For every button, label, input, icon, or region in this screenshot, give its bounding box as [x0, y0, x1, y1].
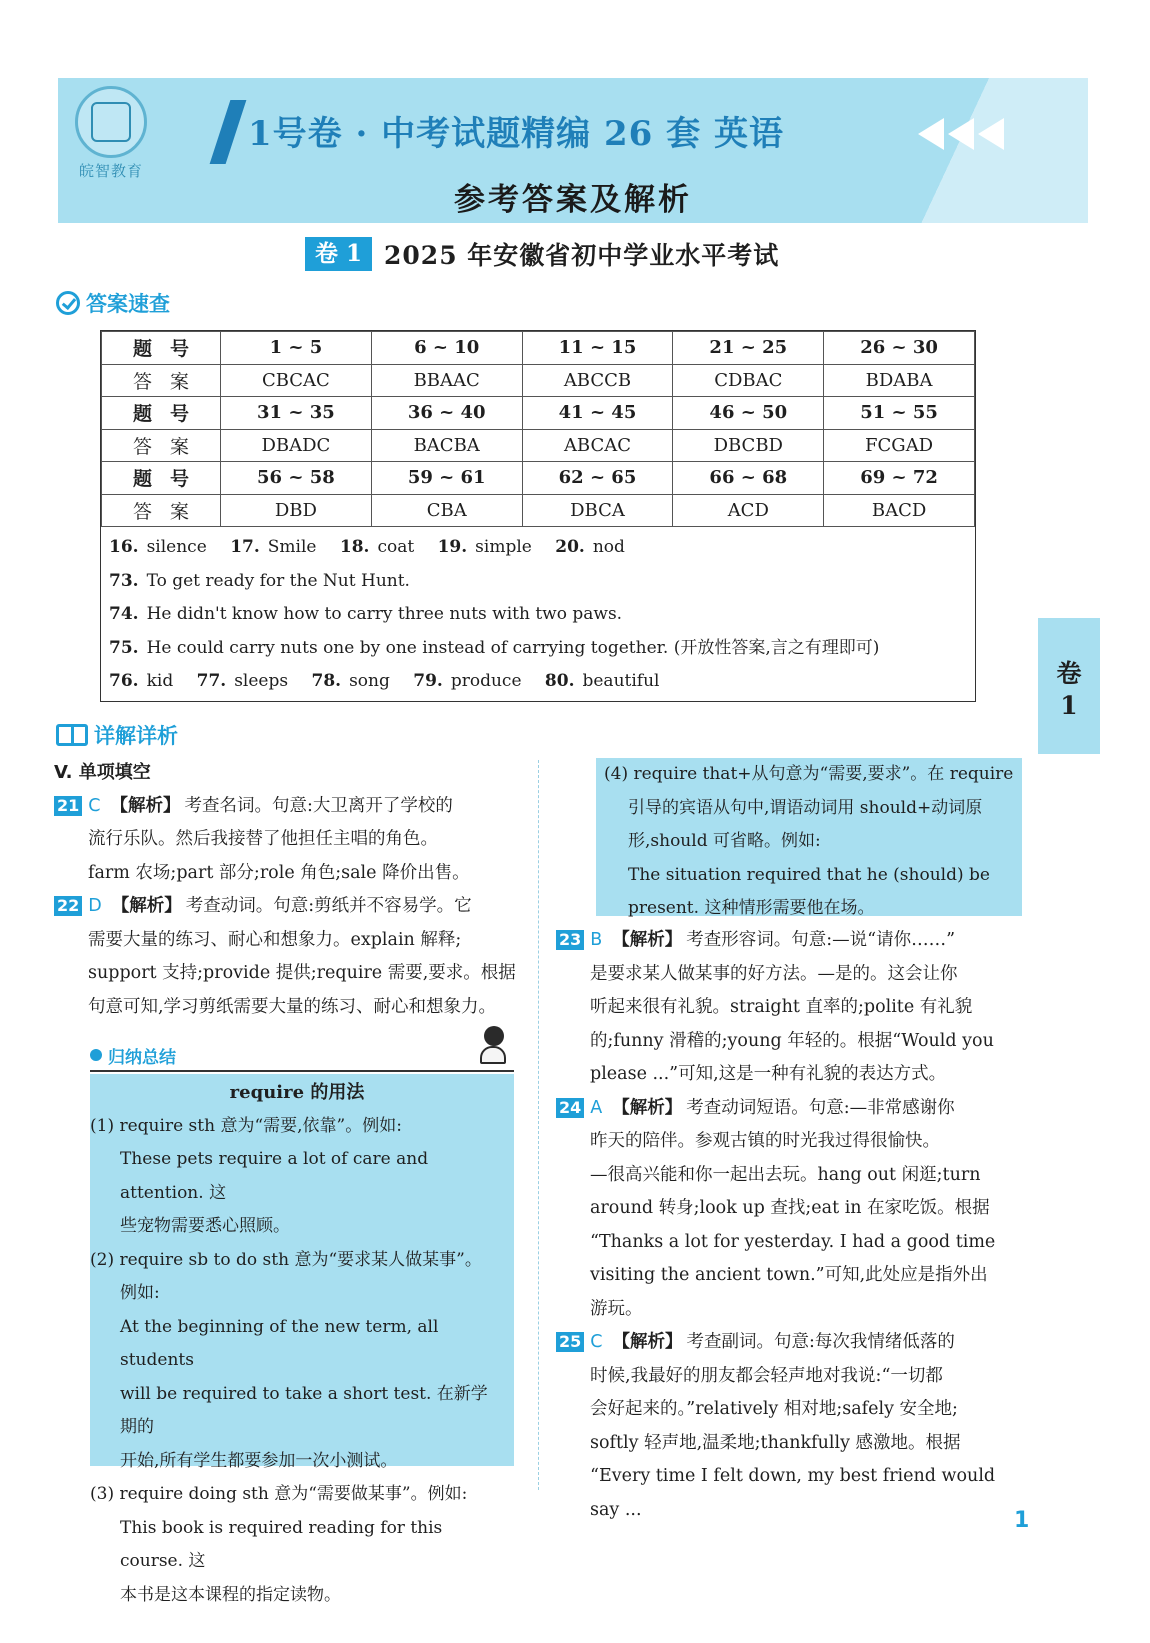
- analysis-text: 句意可知,学习剪纸需要大量的练习、耐心和想象力。: [88, 996, 497, 1017]
- summary-continued-box: [596, 758, 1022, 916]
- row-label: 题号: [102, 332, 221, 365]
- analysis-text: “Every time I felt down, my best friend would say ...: [590, 1466, 996, 1520]
- tip-icon: [90, 1049, 102, 1061]
- row-label: 答案: [102, 364, 221, 397]
- answer-cell: FCGAD: [824, 429, 975, 462]
- analysis-text: 时候,我最好的朋友都会轻声地对我说:“一切都: [590, 1365, 943, 1386]
- analysis-tag: 【解析】: [110, 795, 181, 816]
- answer-word: coat: [377, 537, 415, 557]
- question-range: 62 ~ 65: [522, 462, 673, 495]
- answer-word: beautiful: [582, 671, 660, 691]
- analysis-text: around 转身;look up 查找;eat in 在家吃饭。根据: [590, 1198, 990, 1218]
- analysis-text: support 支持;provide 提供;require 需要,要求。根据: [88, 963, 516, 983]
- answer-sentence: He could carry nuts one by one instead of carrying together. (开放性答案,言之有理即可): [146, 637, 880, 658]
- answer-word: song: [349, 671, 390, 691]
- answer-word: simple: [475, 537, 532, 557]
- side-tab-line1: 卷: [1056, 659, 1082, 688]
- check-circle-icon: [56, 291, 80, 315]
- analysis-text: 考查形容词。句意:—说“请你……”: [686, 930, 956, 950]
- open-book-icon: [56, 724, 88, 746]
- list-item: [109, 565, 967, 599]
- question-range: 59 ~ 61: [371, 462, 522, 495]
- analysis-text: 流行乐队。然后我接替了他担任主唱的角色。: [88, 829, 438, 849]
- question-range: 41 ~ 45: [522, 397, 673, 430]
- question-range: 56 ~ 58: [221, 462, 372, 495]
- question-range: 36 ~ 40: [371, 397, 522, 430]
- question-22-analysis: [54, 890, 524, 1024]
- answer-word: kid: [146, 671, 174, 691]
- question-answer: C: [590, 1332, 603, 1352]
- analysis-tag: 【解析】: [612, 1097, 683, 1118]
- row-label: 答案: [102, 494, 221, 527]
- section-detail-label: 详解详析: [94, 724, 178, 748]
- teacher-icon: [480, 1026, 508, 1066]
- question-23-analysis: [556, 924, 1026, 1092]
- answer-cell: BDABA: [824, 364, 975, 397]
- item-number: 76.: [109, 671, 139, 691]
- column-divider: [538, 760, 539, 1490]
- fill-in-answers: [101, 527, 975, 699]
- question-range: 31 ~ 35: [221, 397, 372, 430]
- table-row: [102, 332, 975, 365]
- logo-seal-icon: [75, 86, 147, 158]
- analysis-text: 考查名词。句意:大卫离开了学校的: [184, 795, 453, 816]
- analysis-text: 考查动词短语。句意:—非常感谢你: [686, 1097, 955, 1118]
- summary-box: [90, 1074, 514, 1605]
- usage-example: will be required to take a short test. 在新学期的: [120, 1383, 488, 1437]
- answer-sentence: To get ready for the Nut Hunt.: [146, 570, 410, 591]
- row-label: 题号: [102, 462, 221, 495]
- volume-side-tab: [1038, 618, 1100, 754]
- summary-heading-label: 归纳总结: [108, 1047, 176, 1068]
- question-answer: A: [590, 1097, 603, 1118]
- analysis-text: 考查副词。句意:每次我情绪低落的: [686, 1332, 955, 1352]
- question-24-analysis: [556, 1092, 1026, 1327]
- answer-word: Smile: [267, 537, 317, 557]
- answer-grid: [101, 331, 975, 527]
- exam-badge: 卷 1: [305, 237, 372, 271]
- title-slash-decoration: [210, 100, 247, 164]
- usage-example: The situation required that he (should) be: [628, 864, 990, 885]
- usage-item: 引导的宾语从句中,谓语动词用 should+动词原: [628, 797, 983, 818]
- analysis-tag: 【解析】: [111, 896, 182, 916]
- item-number: 17.: [230, 537, 260, 557]
- analysis-text: 需要大量的练习、耐心和想象力。explain 解释;: [88, 929, 462, 950]
- question-range: 1 ~ 5: [221, 332, 372, 365]
- publisher-logo: [70, 86, 152, 182]
- section-quick-answer-label: 答案速查: [86, 292, 170, 316]
- usage-example: present. 这种情形需要他在场。: [628, 898, 875, 918]
- summary-heading: [90, 1040, 514, 1072]
- answer-cell: DBCA: [522, 494, 673, 527]
- analysis-text: 昨天的陪伴。参观古镇的时光我过得很愉快。: [590, 1131, 940, 1151]
- question-number: 23: [556, 930, 584, 950]
- analysis-text: visiting the ancient town.”可知,此处应是指外出: [590, 1265, 988, 1285]
- question-number: 25: [556, 1332, 584, 1352]
- question-answer: D: [88, 896, 102, 916]
- table-row: [102, 494, 975, 527]
- analysis-text: 听起来很有礼貌。straight 直率的;polite 有礼貌: [590, 997, 973, 1017]
- question-number: 24: [556, 1098, 584, 1118]
- header-banner: [58, 78, 1088, 223]
- question-answer: B: [590, 930, 603, 950]
- answer-sentence: He didn't know how to carry three nuts with two paws.: [146, 604, 623, 624]
- answer-cell: ABCCB: [522, 364, 673, 397]
- book-subtitle: 参考答案及解析: [454, 182, 692, 218]
- list-item: [109, 598, 967, 632]
- list-item: [109, 531, 967, 565]
- usage-example: At the beginning of the new term, all students: [120, 1316, 439, 1370]
- answer-cell: BACD: [824, 494, 975, 527]
- item-number: 80.: [544, 671, 575, 691]
- analysis-text: farm 农场;part 部分;role 角色;sale 降价出售。: [88, 862, 470, 883]
- question-range: 66 ~ 68: [673, 462, 824, 495]
- question-range: 69 ~ 72: [824, 462, 975, 495]
- item-number: 77.: [196, 671, 227, 691]
- analysis-text: softly 轻声地,温柔地;thankfully 感激地。根据: [590, 1432, 961, 1453]
- question-range: 46 ~ 50: [673, 397, 824, 430]
- answer-cell: ABCAC: [522, 429, 673, 462]
- analysis-text: 游玩。: [590, 1298, 643, 1319]
- usage-example: 本书是这本课程的指定读物。: [120, 1584, 341, 1605]
- usage-example: These pets require a lot of care and attention. 这: [120, 1149, 429, 1203]
- section-title: V. 单项填空: [54, 762, 151, 783]
- side-tab-line2: 1: [1060, 691, 1078, 720]
- analysis-tag: 【解析】: [612, 930, 683, 950]
- section-detail-heading: [56, 720, 178, 750]
- table-row: [102, 397, 975, 430]
- question-21-analysis: [54, 790, 524, 891]
- row-label: 题号: [102, 397, 221, 430]
- arrows-decoration-icon: [918, 118, 1004, 150]
- logo-text: 皖智教育: [78, 162, 143, 180]
- item-number: 19.: [437, 537, 468, 557]
- question-range: 26 ~ 30: [824, 332, 975, 365]
- usage-item: 例如:: [120, 1283, 160, 1303]
- analysis-text: 考查动词。句意:剪纸并不容易学。它: [185, 896, 472, 916]
- answer-cell: CBCAC: [221, 364, 372, 397]
- table-row: [102, 429, 975, 462]
- table-row: [102, 462, 975, 495]
- item-number: 20.: [555, 537, 585, 557]
- question-answer: C: [88, 795, 101, 816]
- answer-table: [100, 330, 976, 702]
- summary-title: require 的用法: [229, 1082, 365, 1103]
- usage-example: This book is required reading for this course. 这: [120, 1517, 443, 1571]
- usage-example: 些宠物需要悉心照顾。: [120, 1216, 290, 1236]
- question-range: 21 ~ 25: [673, 332, 824, 365]
- page-number: 1: [1014, 1508, 1030, 1533]
- answer-cell: BACBA: [371, 429, 522, 462]
- exam-title-row: [305, 236, 779, 272]
- answer-word: nod: [592, 537, 625, 557]
- answer-cell: CDBAC: [673, 364, 824, 397]
- book-title: 1号卷 · 中考试题精编 26 套 英语: [248, 114, 784, 154]
- usage-item: (4) require that+从句意为“需要,要求”。在 require: [604, 764, 1014, 784]
- answer-cell: BBAAC: [371, 364, 522, 397]
- item-number: 79.: [413, 671, 443, 691]
- answer-cell: ACD: [673, 494, 824, 527]
- usage-example: 开始,所有学生都要参加一次小测试。: [120, 1450, 398, 1471]
- analysis-text: 的;funny 滑稽的;young 年轻的。根据“Would you: [590, 1030, 994, 1051]
- question-number: 22: [54, 896, 82, 916]
- table-row: [102, 364, 975, 397]
- item-number: 73.: [109, 570, 139, 591]
- right-column: [556, 924, 1026, 1527]
- answer-cell: DBADC: [221, 429, 372, 462]
- item-number: 78.: [311, 671, 342, 691]
- usage-item: (1) require sth 意为“需要,依靠”。例如:: [90, 1115, 402, 1136]
- analysis-text: 会好起来的。”relatively 相对地;safely 安全地;: [590, 1399, 958, 1419]
- answer-cell: CBA: [371, 494, 522, 527]
- list-item: [109, 665, 967, 699]
- answer-word: produce: [450, 671, 522, 691]
- answer-cell: DBD: [221, 494, 372, 527]
- section-quick-answer-heading: [56, 288, 170, 318]
- question-range: 6 ~ 10: [371, 332, 522, 365]
- answer-word: silence: [146, 537, 207, 557]
- analysis-text: —很高兴能和你一起出去玩。hang out 闲逛;turn: [590, 1164, 981, 1185]
- question-range: 11 ~ 15: [522, 332, 673, 365]
- analysis-tag: 【解析】: [612, 1332, 683, 1352]
- item-number: 74.: [109, 604, 139, 624]
- list-item: [109, 632, 967, 666]
- row-label: 答案: [102, 429, 221, 462]
- item-number: 75.: [109, 637, 139, 658]
- usage-item: (3) require doing sth 意为“需要做某事”。例如:: [90, 1484, 468, 1504]
- answer-word: sleeps: [234, 671, 289, 691]
- item-number: 18.: [339, 537, 370, 557]
- question-25-analysis: [556, 1326, 1026, 1527]
- answer-cell: DBCBD: [673, 429, 824, 462]
- analysis-text: “Thanks a lot for yesterday. I had a good time: [590, 1231, 996, 1252]
- question-range: 51 ~ 55: [824, 397, 975, 430]
- usage-item: 形,should 可省略。例如:: [628, 831, 821, 851]
- item-number: 16.: [109, 537, 139, 557]
- analysis-text: 是要求某人做某事的好方法。—是的。这会让你: [590, 963, 958, 984]
- analysis-text: please ...”可知,这是一种有礼貌的表达方式。: [590, 1064, 947, 1084]
- usage-item: (2) require sb to do sth 意为“要求某人做某事”。: [90, 1249, 482, 1270]
- question-number: 21: [54, 796, 82, 816]
- left-column: [54, 756, 524, 1024]
- exam-title: 2025 年安徽省初中学业水平考试: [384, 241, 780, 270]
